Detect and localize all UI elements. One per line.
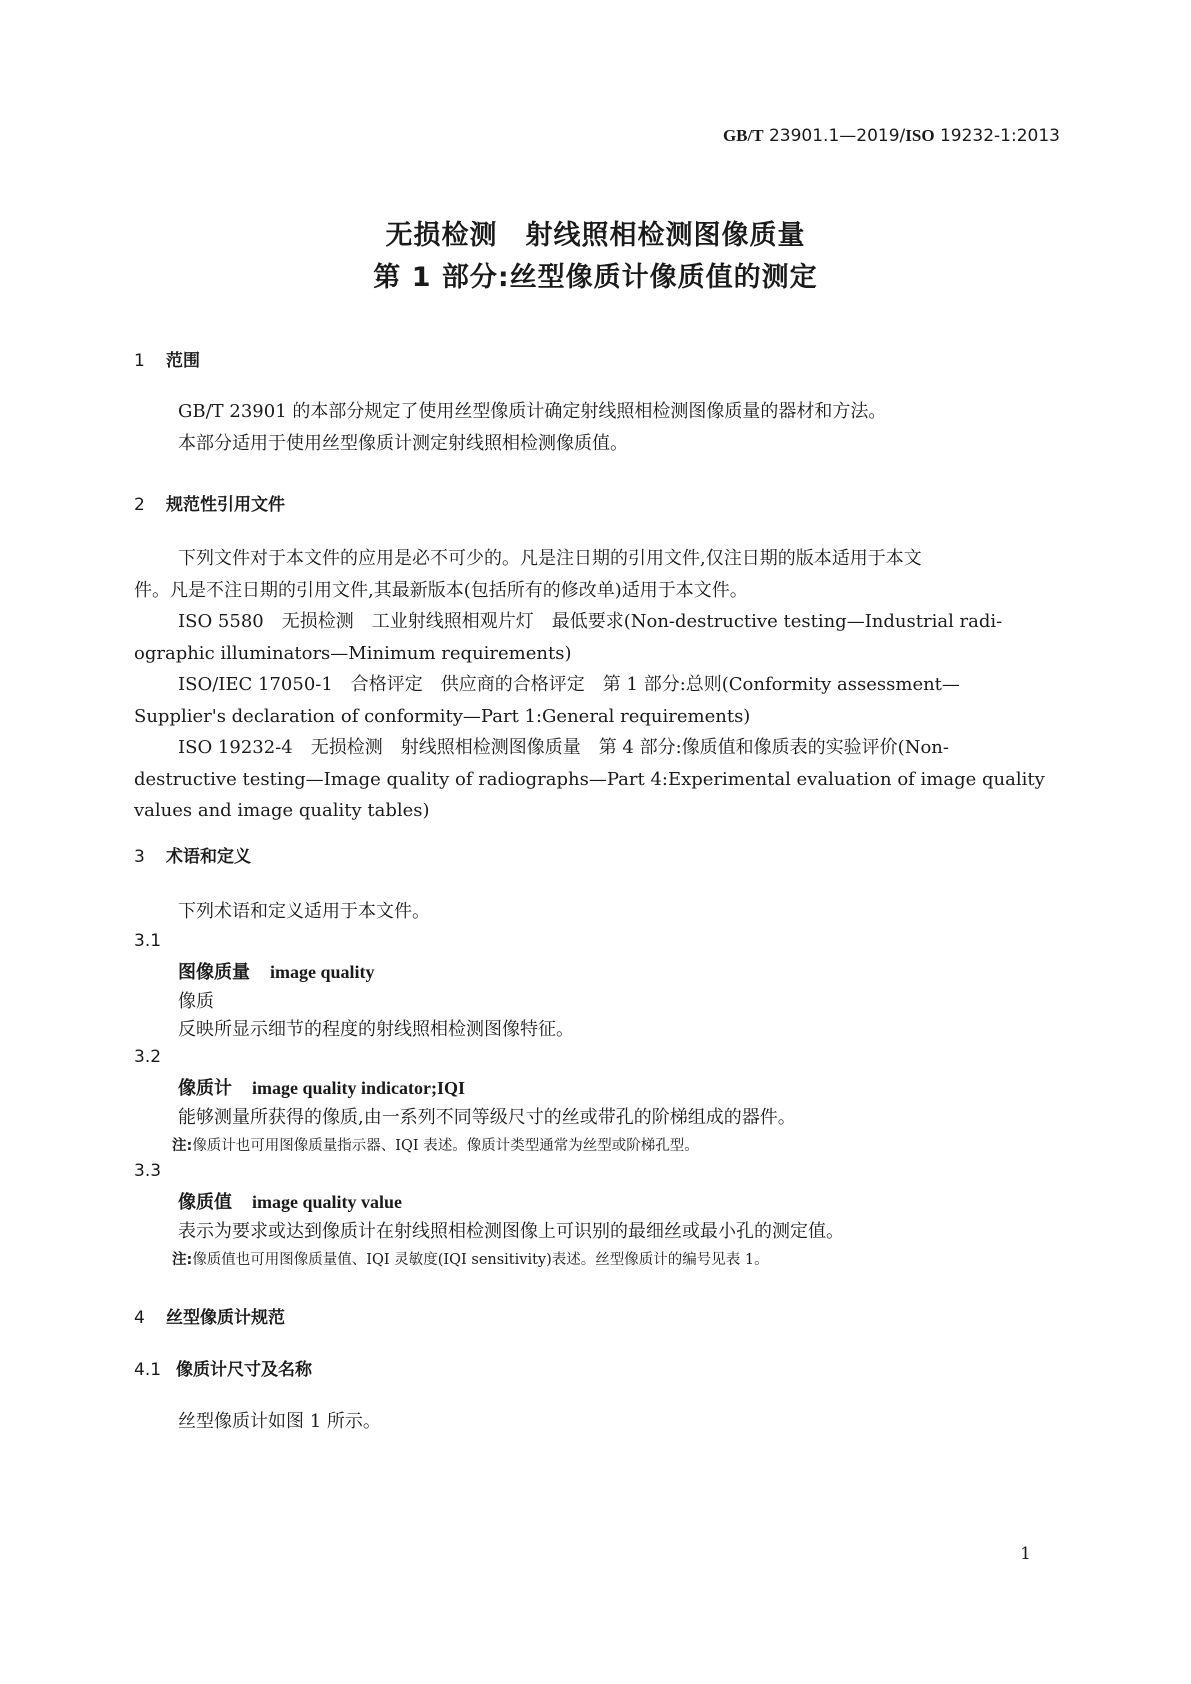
term-3-2-definition: 能够测量所获得的像质,由一系列不同等级尺寸的丝或带孔的阶梯组成的器件。 <box>178 1107 796 1128</box>
reference-iso-5580: ISO 5580 无损检测 工业射线照相观片灯 最低要求(Non-destructive testing—Industrial radi- <box>178 611 1003 632</box>
section-1-body: GB/T 23901 的本部分规定了使用丝型像质计确定射线照相检测图像质量的器材和方法。 本部分适用于使用丝型像质计测定射线照相检测像质值。 <box>178 401 887 454</box>
section-1-heading: 1 范围 <box>134 351 200 371</box>
section-3-heading: 3 术语和定义 <box>134 847 251 867</box>
term-3-1-number: 3.1 <box>134 931 162 951</box>
term-3-2-note: 注:像质计也可用图像质量指示器、IQI 表述。像质计类型通常为丝型或阶梯孔型。 <box>172 1138 699 1154</box>
section-2-body: 下列文件对于本文件的应用是必不可少的。凡是注日期的引用文件,仅注日期的版本适用于本文 件。凡是不注日期的引用文件,其最新版本(包括所有的修改单)适用于本文件。 ISO 5580 无损检测 工业射线照相观片灯 最低要求(Non-destructive testing—Industrial radi- ographic illuminators—Minimum requirements) ISO/IEC 17050-1 合格评定 供应商的合格评定 第 1 部分:总则(Conformity assessment— Supplier's declaration of conformity—Part 1:General requirements) ISO 19232-4 无损检测 射线照相检测图像质量 第 4 部分:像质值和像质表的实验评价(Non- destructive testing—Image quality of radiographs—Part 4:Experimental evaluation of image quality values and image quality tables) <box>134 543 1059 827</box>
reference-iso-iec-17050-1: ISO/IEC 17050-1 合格评定 供应商的合格评定 第 1 部分:总则(Conformity assessment— <box>178 674 960 695</box>
term-3-3-note: 注:像质值也可用图像质量值、IQI 灵敏度(IQI sensitivity)表述。丝型像质计的编号见表 1。 <box>172 1252 769 1268</box>
standard-number: GB/T 23901.1—2019/ISO 19232-1:2013 <box>722 126 1060 146</box>
section-4-heading: 4 丝型像质计规范 <box>134 1308 285 1328</box>
normative-intro: 下列文件对于本文件的应用是必不可少的。凡是注日期的引用文件,仅注日期的版本适用于本文 <box>178 548 922 569</box>
section-4-1-body: 丝型像质计如图 1 所示。 <box>178 1411 381 1432</box>
term-3-1-definition: 反映所显示细节的程度的射线照相检测图像特征。 <box>178 1019 574 1040</box>
term-3-3-definition: 表示为要求或达到像质计在射线照相检测图像上可识别的最细丝或最小孔的测定值。 <box>178 1221 844 1242</box>
term-3-2: 像质计 image quality indicator;IQI <box>178 1078 466 1099</box>
section-2-heading: 2 规范性引用文件 <box>134 495 285 515</box>
term-3-1-alternative: 像质 <box>178 991 214 1012</box>
section-4-1-heading: 4.1 像质计尺寸及名称 <box>134 1360 312 1380</box>
title-line-2: 第 1 部分:丝型像质计像质值的测定 <box>373 262 818 293</box>
reference-iso-19232-4: ISO 19232-4 无损检测 射线照相检测图像质量 第 4 部分:像质值和像质表的实验评价(Non- <box>178 737 949 758</box>
term-3-1: 图像质量 image quality <box>178 962 375 983</box>
term-3-3-number: 3.3 <box>134 1161 162 1181</box>
page-number: 1 <box>1020 1544 1031 1564</box>
term-3-3: 像质值 image quality value <box>178 1192 403 1213</box>
section-3-intro: 下列术语和定义适用于本文件。 <box>178 901 430 922</box>
term-3-2-number: 3.2 <box>134 1047 162 1067</box>
title-line-1: 无损检测 射线照相检测图像质量 <box>385 220 806 251</box>
